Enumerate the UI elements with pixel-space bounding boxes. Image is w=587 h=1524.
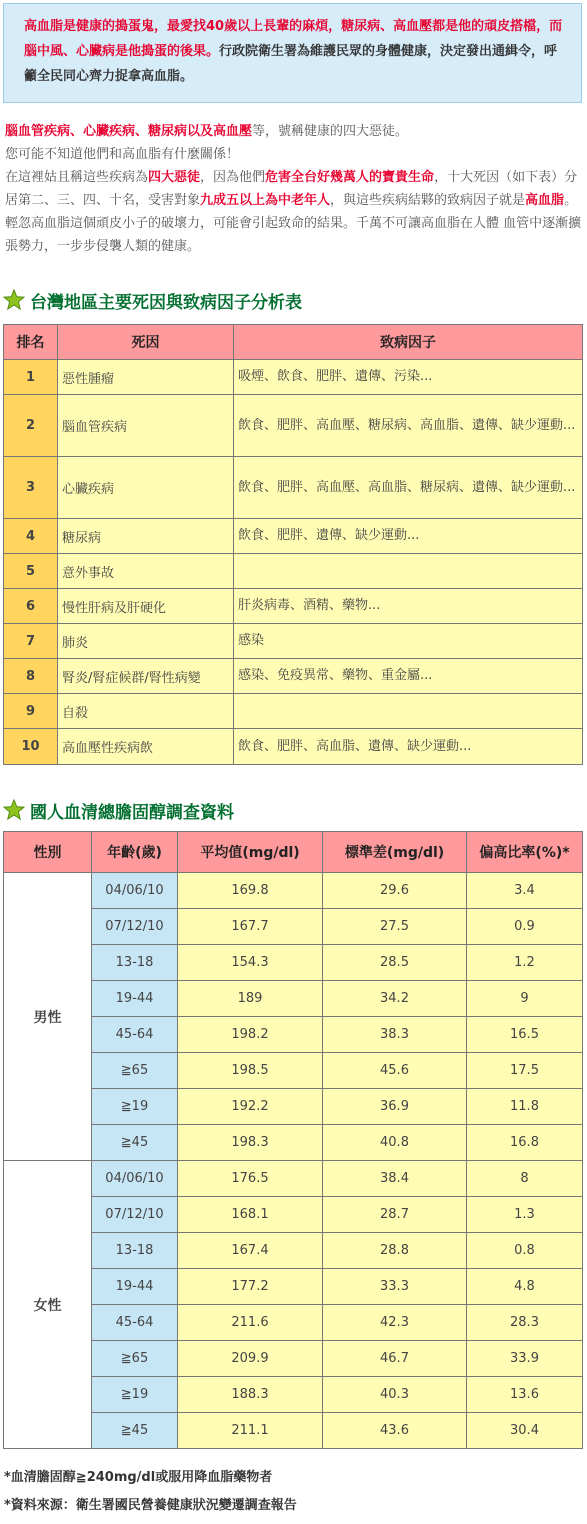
sd-cell: 42.3 [323,1305,467,1341]
rate-cell: 11.8 [467,1089,583,1125]
star-icon [3,799,25,821]
rate-cell: 33.9 [467,1341,583,1377]
rate-cell: 4.8 [467,1269,583,1305]
intro-p3-b: 四大惡徒 [148,170,201,185]
age-cell: 13-18 [92,945,178,981]
rate-cell: 9 [467,981,583,1017]
factor-cell: 飲食、肥胖、高血脂、遺傳、缺少運動... [234,729,583,765]
sd-cell: 38.3 [323,1017,467,1053]
intro-text [5,120,583,258]
rank-cell: 2 [4,395,58,457]
intro-p3-g: ，與這些疾病結夥的致病因子就是 [330,193,526,208]
sex-cell: 男性 [4,873,92,1161]
age-cell: ≧65 [92,1053,178,1089]
sd-cell: 36.9 [323,1089,467,1125]
cause-cell: 腎炎/腎症候群/腎性病變 [58,659,234,694]
sd-cell: 45.6 [323,1053,467,1089]
section-title-cholesterol [3,795,234,825]
intro-diseases: 腦血管疾病、心臟疾病、糖尿病以及高血壓 [5,124,253,139]
header-age: 年齡(歲) [92,832,178,873]
cause-cell: 肺炎 [58,624,234,659]
table-row [4,659,583,694]
footnote-definition: *血清膽固醇≧240mg/dl或服用降血脂藥物者 [4,1470,273,1485]
intro-line-2: 您可能不知道他們和高血脂有什麼關係！ [5,147,240,162]
mean-cell: 211.1 [178,1413,323,1449]
sd-cell: 33.3 [323,1269,467,1305]
table-row [4,729,583,765]
cholesterol-table [3,831,583,1449]
intro-p3-a: 在這裡姑且稱這些疾病為 [5,170,149,185]
cause-cell: 惡性腫瘤 [58,360,234,395]
star-icon [3,289,25,311]
age-cell: 07/12/10 [92,909,178,945]
mean-cell: 167.7 [178,909,323,945]
rank-cell: 7 [4,624,58,659]
age-cell: ≧19 [92,1377,178,1413]
sd-cell: 28.5 [323,945,467,981]
header-sex: 性別 [4,832,92,873]
footnote-source: *資料來源：衛生署國民營養健康狀況變遷調查報告 [4,1498,297,1513]
mean-cell: 154.3 [178,945,323,981]
rank-cell: 8 [4,659,58,694]
mean-cell: 169.8 [178,873,323,909]
age-cell: 19-44 [92,981,178,1017]
rank-cell: 1 [4,360,58,395]
age-cell: 04/06/10 [92,873,178,909]
table-row [4,360,583,395]
rate-cell: 0.8 [467,1233,583,1269]
cause-cell: 自殺 [58,694,234,729]
mean-cell: 192.2 [178,1089,323,1125]
age-cell: ≧45 [92,1125,178,1161]
intro-paragraph [5,166,583,258]
mean-cell: 168.1 [178,1197,323,1233]
table-row [4,1161,583,1197]
table-row [4,873,583,909]
factor-cell: 飲食、肥胖、高血壓、糖尿病、高血脂、遺傳、缺少運動... [234,395,583,457]
sd-cell: 34.2 [323,981,467,1017]
age-cell: 13-18 [92,1233,178,1269]
cause-cell: 意外事故 [58,554,234,589]
rate-cell: 1.2 [467,945,583,981]
sd-cell: 28.7 [323,1197,467,1233]
factor-cell: 吸煙、飲食、肥胖、遺傳、污染... [234,360,583,395]
table-row [4,457,583,519]
sd-cell: 40.3 [323,1377,467,1413]
sd-cell: 29.6 [323,873,467,909]
rank-cell: 9 [4,694,58,729]
header-rank: 排名 [4,325,58,360]
intro-p3-h: 高血脂 [525,193,565,208]
section-title-text: 台灣地區主要死因與致病因子分析表 [30,292,302,313]
factor-cell: 感染 [234,624,583,659]
factor-cell [234,694,583,729]
factor-cell [234,554,583,589]
rate-cell: 17.5 [467,1053,583,1089]
rank-cell: 10 [4,729,58,765]
banner-text: 行政院衛生署為維護民眾的身體健康，決定發出通緝令，呼籲全民同心齊力捉拿高血脂。 [24,44,558,84]
intro-p3-e: ，十大死因（如下表）分居第二、三、四、十名，受害對象 [5,170,578,208]
header-rate: 偏高比率(%)* [467,832,583,873]
age-cell: 04/06/10 [92,1161,178,1197]
rate-cell: 30.4 [467,1413,583,1449]
intro-p3-c: ，因為他們 [200,170,266,185]
age-cell: ≧65 [92,1341,178,1377]
age-cell: 45-64 [92,1305,178,1341]
age-cell: ≧19 [92,1089,178,1125]
mean-cell: 189 [178,981,323,1017]
age-cell: 07/12/10 [92,1197,178,1233]
intro-p3-i: 。輕忽高血脂這個頑皮小子的破壞力，可能會引起致命的結果。千萬不可讓高血脂在人體 血管中逐漸擴張勢力，一步步侵襲人類的健康。 [5,193,582,254]
intro-p3-f: 九成五以上為中老年人 [200,193,331,208]
mean-cell: 188.3 [178,1377,323,1413]
factor-cell: 飲食、肥胖、遺傳、缺少運動... [234,519,583,554]
rate-cell: 16.8 [467,1125,583,1161]
cause-cell: 糖尿病 [58,519,234,554]
table-row [4,624,583,659]
mean-cell: 177.2 [178,1269,323,1305]
table-row [4,694,583,729]
sd-cell: 38.4 [323,1161,467,1197]
factor-cell: 飲食、肥胖、高血壓、高血脂、糖尿病、遺傳、缺少運動... [234,457,583,519]
factor-cell: 感染、免疫異常、藥物、重金屬... [234,659,583,694]
table-header-row [4,832,583,873]
intro-p3-d: 危害全台好幾萬人的寶貴生命 [265,170,435,185]
intro-line-1-rest: 等，號稱健康的四大惡徒。 [252,124,409,139]
sd-cell: 27.5 [323,909,467,945]
age-cell: 45-64 [92,1017,178,1053]
age-cell: 19-44 [92,1269,178,1305]
table-row [4,554,583,589]
header-factor: 致病因子 [234,325,583,360]
rank-cell: 3 [4,457,58,519]
sd-cell: 40.8 [323,1125,467,1161]
rank-cell: 5 [4,554,58,589]
rate-cell: 1.3 [467,1197,583,1233]
sd-cell: 46.7 [323,1341,467,1377]
section-title-text: 國人血清總膽固醇調查資料 [30,802,234,823]
factor-cell: 肝炎病毒、酒精、藥物... [234,589,583,624]
table-row [4,519,583,554]
rank-cell: 6 [4,589,58,624]
intro-banner [3,3,582,103]
cause-cell: 慢性肝病及肝硬化 [58,589,234,624]
sex-cell: 女性 [4,1161,92,1449]
mean-cell: 209.9 [178,1341,323,1377]
table-row [4,395,583,457]
mean-cell: 198.5 [178,1053,323,1089]
rate-cell: 13.6 [467,1377,583,1413]
sd-cell: 43.6 [323,1413,467,1449]
banner-highlight-text: 高血脂是健康的搗蛋鬼，最愛找40歲以上長輩的麻煩，糖尿病、高血壓都是他的頑皮搭檔，而腦中風、心臟病是他搗蛋的後果。 [24,19,563,59]
cause-cell: 高血壓性疾病飲 [58,729,234,765]
header-sd: 標準差(mg/dl) [323,832,467,873]
mean-cell: 211.6 [178,1305,323,1341]
mean-cell: 167.4 [178,1233,323,1269]
rate-cell: 8 [467,1161,583,1197]
cause-cell: 心臟疾病 [58,457,234,519]
mean-cell: 198.3 [178,1125,323,1161]
mean-cell: 198.2 [178,1017,323,1053]
rate-cell: 3.4 [467,873,583,909]
rate-cell: 16.5 [467,1017,583,1053]
header-cause: 死因 [58,325,234,360]
section-title-causes [3,285,302,315]
table-header-row [4,325,583,360]
rank-cell: 4 [4,519,58,554]
intro-line-1 [5,120,583,143]
table-row [4,589,583,624]
cause-cell: 腦血管疾病 [58,395,234,457]
causes-table [3,324,583,765]
rate-cell: 28.3 [467,1305,583,1341]
age-cell: ≧45 [92,1413,178,1449]
rate-cell: 0.9 [467,909,583,945]
sd-cell: 28.8 [323,1233,467,1269]
mean-cell: 176.5 [178,1161,323,1197]
header-mean: 平均值(mg/dl) [178,832,323,873]
